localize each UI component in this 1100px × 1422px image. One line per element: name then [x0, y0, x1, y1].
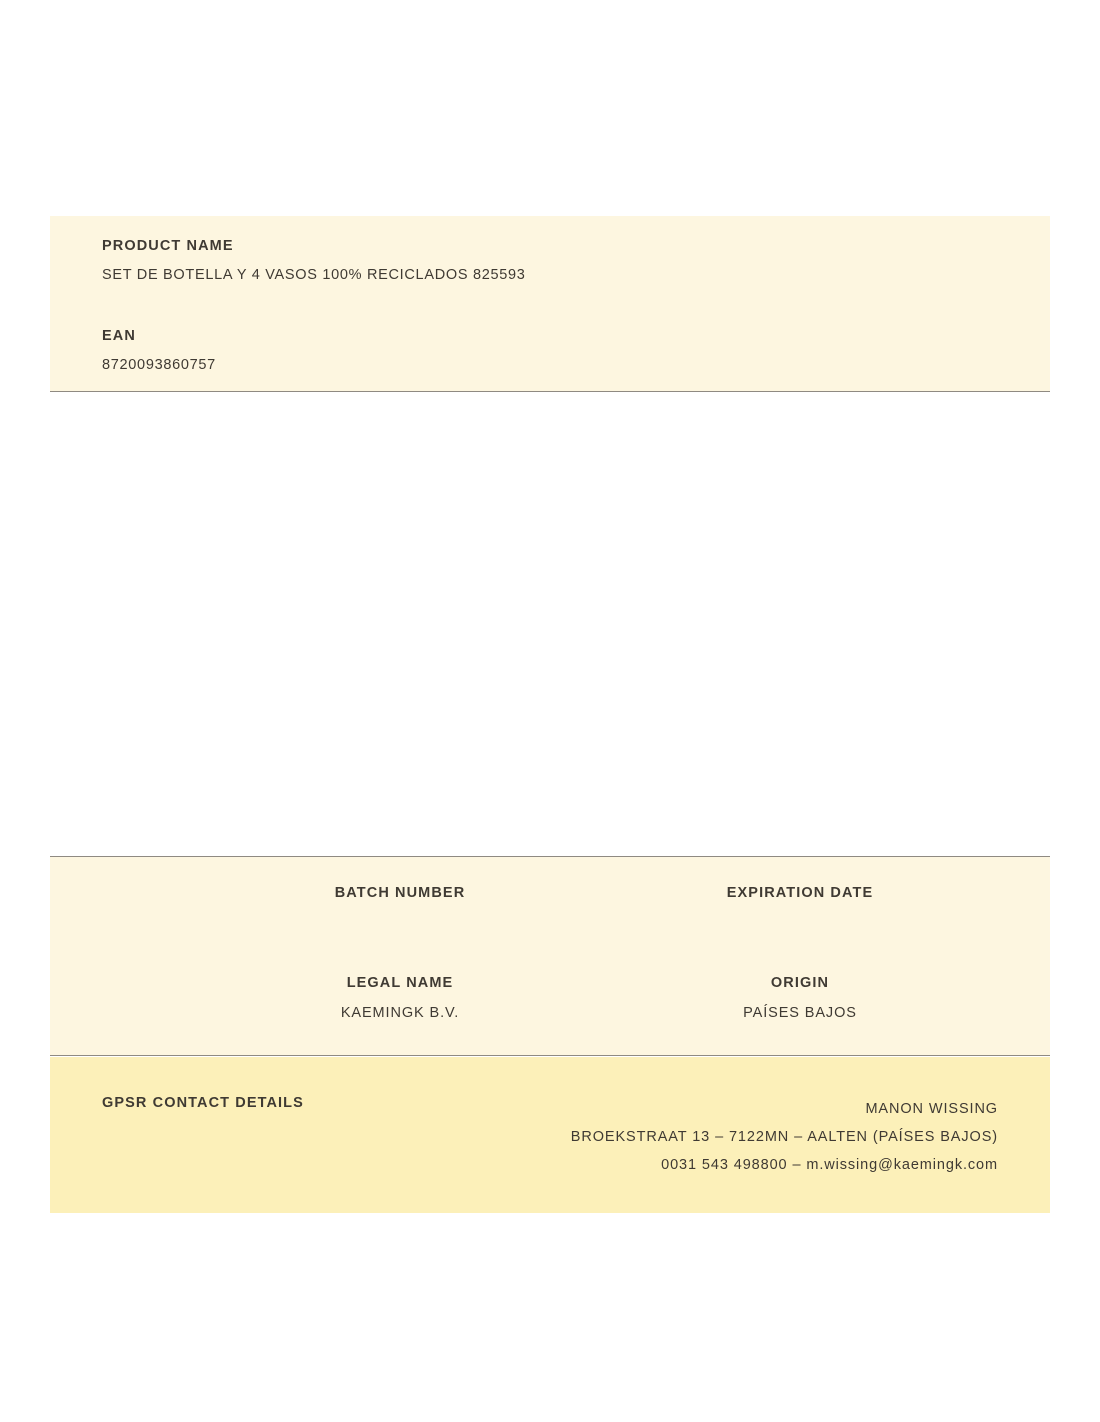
- product-info-block: [50, 216, 1050, 392]
- gpsr-contact-phone-email: 0031 543 498800 – m.wissing@kaemingk.com: [661, 1157, 998, 1173]
- legal-name-value: KAEMINGK B.V.: [340, 1005, 460, 1021]
- gpsr-contact-name: MANON WISSING: [865, 1101, 998, 1117]
- batch-number-label: BATCH NUMBER: [334, 885, 466, 901]
- product-name-label: PRODUCT NAME: [102, 238, 234, 254]
- legal-name-label: LEGAL NAME: [346, 975, 454, 991]
- batch-legal-block: [50, 856, 1050, 1056]
- product-name-value: SET DE BOTELLA Y 4 VASOS 100% RECICLADOS 825593: [102, 267, 526, 283]
- ean-label: EAN: [102, 328, 136, 344]
- ean-value: 8720093860757: [102, 357, 216, 373]
- origin-value: PAÍSES BAJOS: [743, 1005, 857, 1021]
- gpsr-contact-block: [50, 1057, 1050, 1213]
- gpsr-contact-label: GPSR CONTACT DETAILS: [102, 1095, 304, 1111]
- gpsr-contact-address: BROEKSTRAAT 13 – 7122MN – AALTEN (PAÍSES BAJOS): [570, 1129, 998, 1145]
- expiration-date-label: EXPIRATION DATE: [726, 885, 874, 901]
- origin-label: ORIGIN: [770, 975, 830, 991]
- gpsr-contact-lines: [571, 1095, 998, 1179]
